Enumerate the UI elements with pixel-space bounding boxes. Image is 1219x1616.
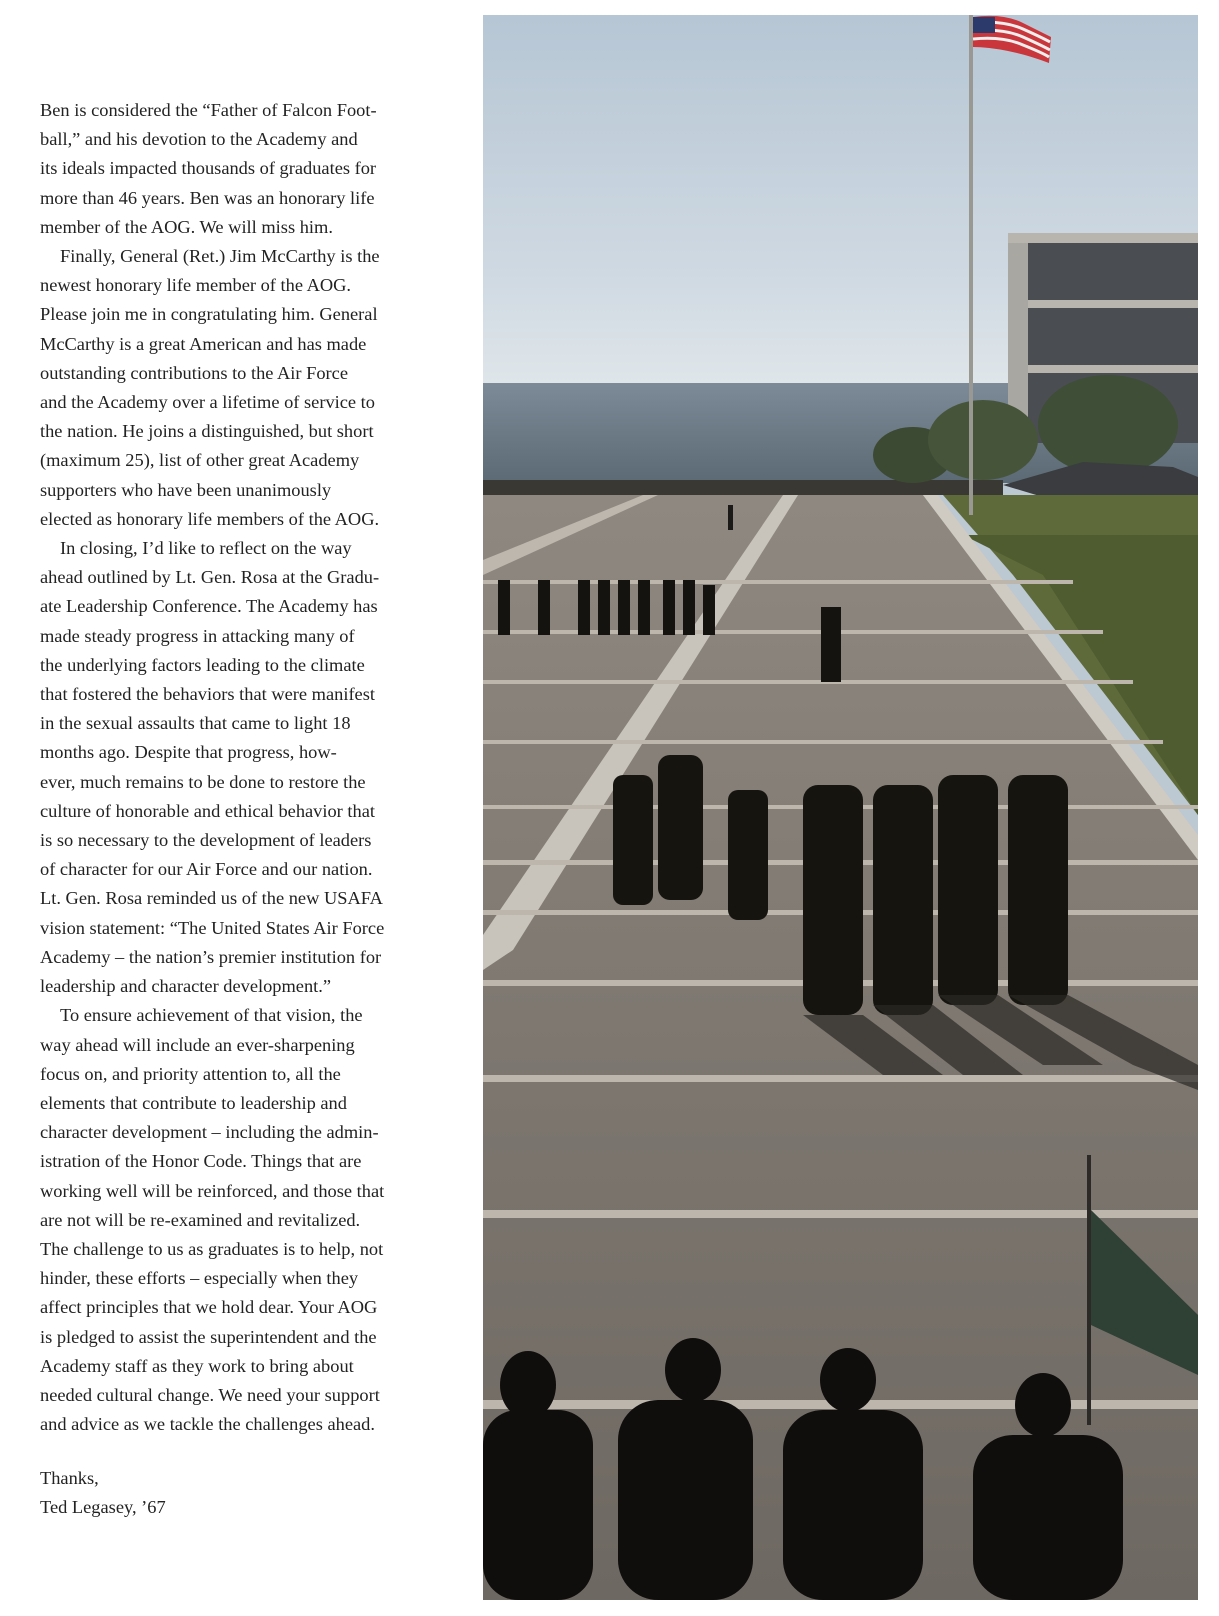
body-line: focus on, and priority attention to, all the	[40, 1063, 341, 1084]
body-line: working well will be reinforced, and those that	[40, 1180, 385, 1201]
signature-text: Ted Legasey, ’67	[40, 1497, 166, 1518]
body-line: Finally, General (Ret.) Jim McCarthy is the	[60, 246, 380, 267]
body-line: and the Academy over a lifetime of service to	[40, 392, 375, 413]
body-line: vision statement: “The United States Air Force	[40, 917, 385, 938]
body-line: ate Leadership Conference. The Academy has	[40, 596, 378, 617]
body-line: more than 46 years. Ben was an honorary life	[40, 187, 375, 208]
body-line: newest honorary life member of the AOG.	[40, 275, 352, 296]
body-line: leadership and character development.”	[40, 976, 332, 997]
body-line: Academy staff as they work to bring about	[40, 1355, 354, 1376]
body-line: its ideals impacted thousands of graduates for	[40, 158, 377, 179]
body-line: McCarthy is a great American and has made	[40, 333, 367, 354]
cadets-marching-photo-icon	[483, 15, 1198, 1600]
body-line: in the sexual assaults that came to light 18	[40, 713, 351, 734]
body-line: ahead outlined by Lt. Gen. Rosa at the Gradu-	[40, 567, 380, 588]
body-line: To ensure achievement of that vision, the	[60, 1005, 363, 1026]
body-line: ever, much remains to be done to restore the	[40, 771, 366, 792]
body-line: culture of honorable and ethical behavior that	[40, 800, 375, 821]
body-line: of character for our Air Force and our nation.	[40, 859, 373, 880]
body-line: is so necessary to the development of leaders	[40, 830, 372, 851]
body-line: (maximum 25), list of other great Academy	[40, 450, 360, 471]
body-line: elements that contribute to leadership and	[40, 1092, 347, 1113]
closing-text: Thanks,	[40, 1468, 99, 1488]
body-line: Ben is considered the “Father of Falcon Foot-	[40, 100, 377, 120]
body-line: months ago. Despite that progress, how-	[40, 742, 337, 763]
body-line: the underlying factors leading to the climate	[40, 654, 365, 675]
signoff	[40, 1464, 166, 1522]
body-line: Please join me in congratulating him. General	[40, 304, 378, 325]
body-line: character development – including the admin-	[40, 1122, 379, 1143]
body-line: ball,” and his devotion to the Academy and	[40, 129, 358, 150]
body-line: and advice as we tackle the challenges ahead.	[40, 1414, 375, 1435]
body-line: made steady progress in attacking many of	[40, 625, 355, 646]
body-line: the nation. He joins a distinguished, but short	[40, 421, 374, 442]
body-line: Academy – the nation’s premier institution for	[40, 946, 382, 967]
body-line: Lt. Gen. Rosa reminded us of the new USAFA	[40, 888, 383, 909]
body-line: affect principles that we hold dear. Your AOG	[40, 1297, 378, 1318]
body-line: istration of the Honor Code. Things that are	[40, 1151, 362, 1172]
body-line: elected as honorary life members of the AOG.	[40, 508, 380, 529]
body-line: hinder, these efforts – especially when they	[40, 1268, 359, 1289]
body-line: outstanding contributions to the Air Force	[40, 362, 349, 383]
body-line: that fostered the behaviors that were manifest	[40, 684, 375, 705]
body-line: are not will be re-examined and revitalized.	[40, 1209, 361, 1230]
body-line: supporters who have been unanimously	[40, 479, 332, 500]
body-line: is pledged to assist the superintendent and the	[40, 1326, 377, 1347]
body-line: In closing, I’d like to reflect on the way	[60, 538, 352, 559]
body-line: The challenge to us as graduates is to help, not	[40, 1238, 384, 1259]
article-body	[40, 96, 440, 1439]
body-line: needed cultural change. We need your support	[40, 1384, 380, 1405]
body-line: way ahead will include an ever-sharpening	[40, 1034, 355, 1055]
body-line: member of the AOG. We will miss him.	[40, 216, 333, 237]
